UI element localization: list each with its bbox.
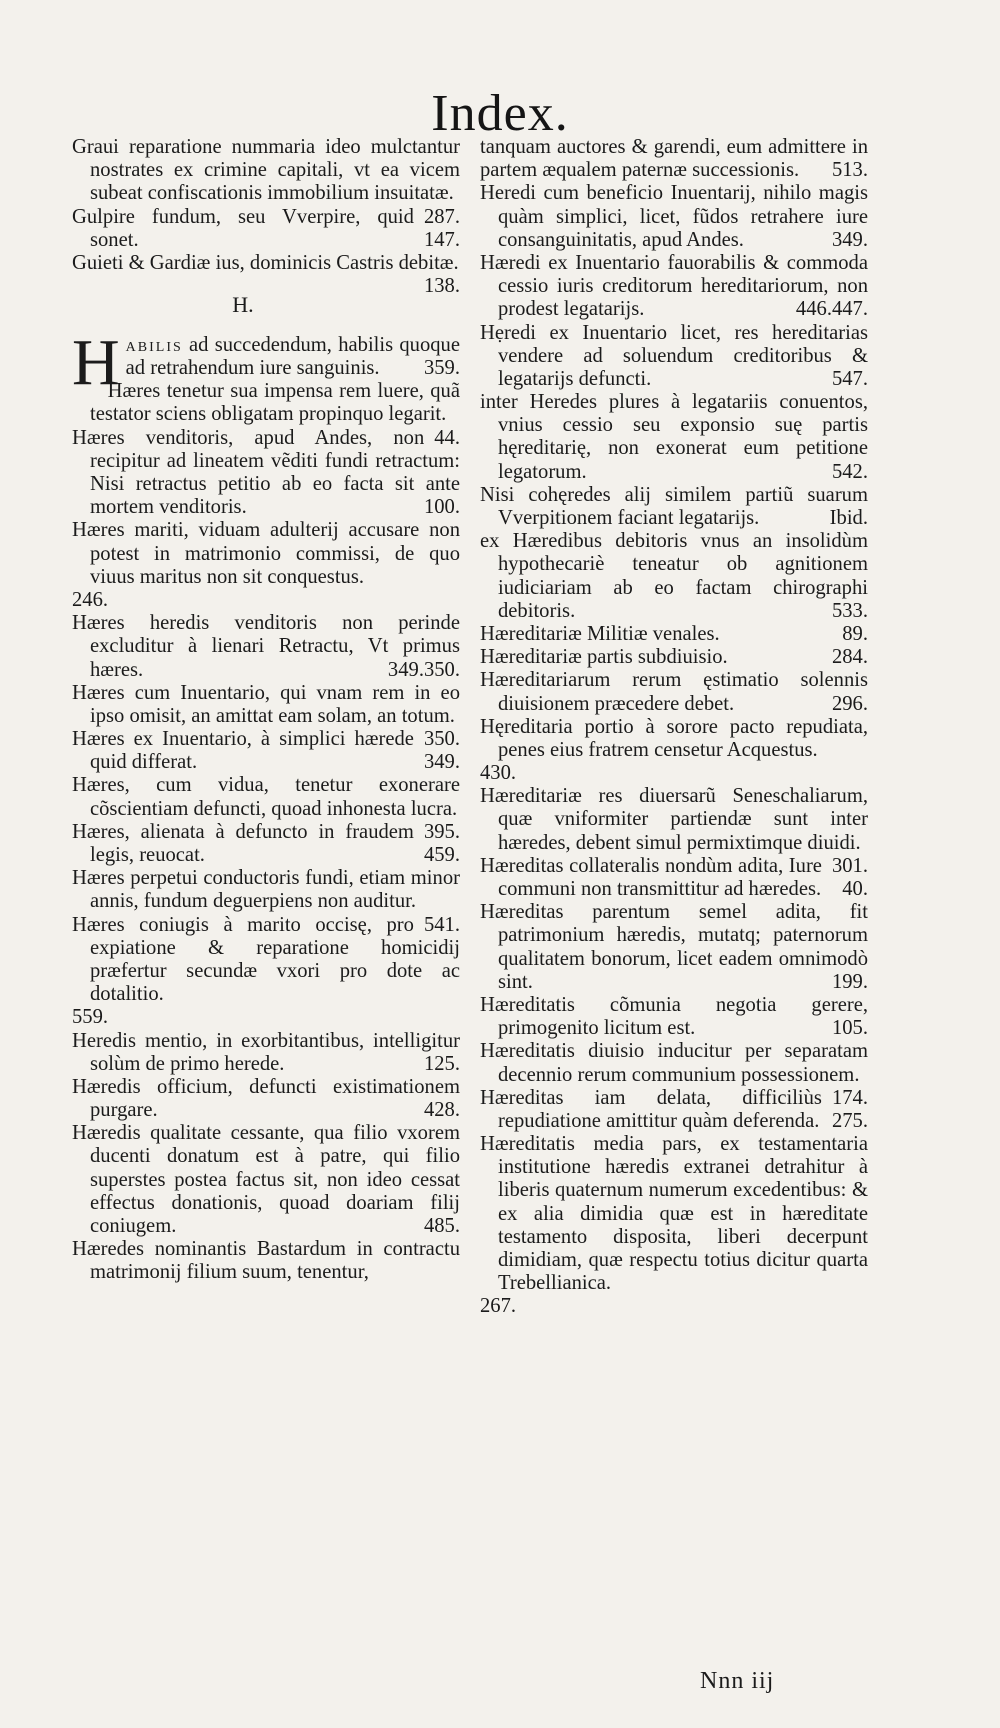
entry-page-number: 296. bbox=[831, 692, 868, 715]
entry-page-number: 533. bbox=[831, 599, 868, 622]
index-entry bbox=[72, 251, 460, 298]
entry-page-number: 428. bbox=[423, 1099, 460, 1122]
entry-text: 430. bbox=[480, 762, 517, 785]
entry-text: Hæres tenetur sua impensa rem luere, quã testator sciens obligatam propinquo legarit. bbox=[90, 380, 460, 426]
index-entry bbox=[480, 322, 868, 392]
entry-text: Heredi cum beneficio Inuentarij, nihilo magis quàm simplici, licet, fũdos retrahere iure consanguinitatis, apud Andes. bbox=[480, 182, 868, 251]
entry-page-number: 284. bbox=[831, 646, 868, 669]
entry-text: Nisi cohęredes alij similem partiũ suarum Vverpitionem faciant legatarijs. bbox=[480, 483, 868, 529]
left-entries-before bbox=[72, 136, 460, 298]
entry-text: Hæredi ex Inuentario fauorabilis & commoda cessio iuris creditorum hereditariorum, non prodest legatarijs. bbox=[480, 251, 868, 321]
index-entry bbox=[72, 1238, 460, 1284]
entry-text: Hæreditas iam delata, difficiliùs repudiatione amittitur quàm deferenda. bbox=[480, 1086, 822, 1132]
entry-text: Hæres venditoris, apud Andes, non recipitur ad lineatem vẽditi fundi retractum: Nisi retractus petitio ab eo facta sit ante mortem venditoris. bbox=[72, 426, 460, 519]
lettrine-text: ad succedendum, habilis quoque ad retrahendum iure sanguinis. bbox=[125, 333, 460, 380]
index-entry bbox=[480, 1295, 868, 1318]
index-entry bbox=[72, 427, 460, 520]
index-entry bbox=[480, 855, 868, 901]
entry-text: Hæres cum Inuentario, qui vnam rem in eo ipso omisit, an amittat eam solam, an totum. bbox=[72, 681, 460, 727]
entry-page-number: 100. bbox=[423, 496, 460, 519]
entry-page-number: 350. bbox=[423, 728, 460, 751]
index-entry bbox=[72, 612, 460, 682]
entry-text: Heredis mentio, in exorbitantibus, intelligitur solùm de primo herede. bbox=[72, 1029, 460, 1075]
index-entry bbox=[480, 484, 868, 530]
lettrine-entry bbox=[72, 325, 460, 399]
entry-text: Guieti & Gardiæ ius, dominicis Castris debitæ. bbox=[72, 251, 459, 274]
index-entry bbox=[480, 1087, 868, 1133]
entry-page-number: 459. bbox=[423, 844, 460, 867]
index-entry bbox=[480, 623, 868, 646]
entry-text: Hæredes nominantis Bastardum in contractu matrimonij filium suum, tenentur, bbox=[72, 1238, 460, 1284]
index-entry bbox=[480, 716, 868, 762]
right-column bbox=[480, 136, 868, 1319]
index-entry bbox=[72, 914, 460, 1007]
entry-text: Hæreditariæ Militiæ venales. bbox=[480, 622, 720, 645]
index-entry bbox=[72, 519, 460, 589]
index-entry bbox=[72, 774, 460, 843]
entry-text: 267. bbox=[480, 1295, 517, 1318]
lettrine-smallcaps: abilis bbox=[125, 333, 183, 356]
entry-page-number: 547. bbox=[831, 367, 868, 390]
entry-text: Hẹredi ex Inuentario licet, res hereditarias vendere ad soluendum creditoribus & legatarijs defuncti. bbox=[480, 321, 868, 390]
index-entry bbox=[72, 1076, 460, 1122]
page-title: Index. bbox=[431, 85, 569, 142]
entry-page-number: 287. bbox=[423, 205, 460, 228]
entry-page-number: 485. bbox=[423, 1215, 460, 1238]
entry-page-number: 174. bbox=[831, 1086, 868, 1109]
entry-text: Hæreditatis diuisio inducitur per separatam decennio rerum communium possessionem. bbox=[480, 1040, 868, 1086]
entry-text: tanquam auctores & garendi, eum admittere in partem æqualem paternæ successionis. bbox=[480, 136, 868, 182]
entry-page-number: 541. bbox=[423, 913, 460, 936]
entry-text: Hæreditariæ partis subdiuisio. bbox=[480, 646, 728, 669]
index-entry bbox=[480, 901, 868, 994]
entry-page-number: 446.447. bbox=[795, 298, 868, 321]
entry-page-number: 513. bbox=[831, 159, 868, 182]
entry-text: Gulpire fundum, seu Vverpire, quid sonet. bbox=[72, 205, 414, 251]
index-entry bbox=[72, 1006, 460, 1029]
entry-text: Hæres heredis venditoris non perinde excluditur à lienari Retractu, Vt primus hæres. bbox=[72, 612, 460, 681]
entry-page-number: 349. bbox=[423, 751, 460, 774]
entry-page-number: 301. bbox=[831, 854, 868, 877]
index-entry bbox=[72, 1122, 460, 1238]
index-entry bbox=[480, 182, 868, 252]
index-entry bbox=[480, 391, 868, 484]
entry-text: Hæreditatis cõmunia negotia gerere, primogenito licitum est. bbox=[480, 993, 868, 1040]
entry-text: Hęreditaria portio à sorore pacto repudiata, penes eius fratrem censetur Acquestus. bbox=[480, 715, 868, 761]
index-entry bbox=[72, 206, 460, 252]
entry-text: Hæres coniugis à marito occisę, pro expiatione & reparatione homicidij præfertur secundæ vxori pro dote ac dotalitio. bbox=[72, 913, 460, 1006]
entry-page-number: 349. bbox=[831, 228, 868, 251]
entry-text: Hæres, cum vidua, tenetur exonerare cõscientiam defuncti, quoad inhonesta lucra. bbox=[72, 774, 460, 820]
entry-page-number: 89. bbox=[842, 622, 868, 645]
entry-page-number: 275. bbox=[831, 1109, 868, 1132]
entry-text: Hæredis qualitate cessante, qua filio vxorem ducenti donatum est à patre, qui filio superstes postea factus sit, non ideo cessat effectus donationis, quoad doariam filij coniugem. bbox=[72, 1122, 460, 1238]
index-entry bbox=[480, 762, 868, 785]
index-entry bbox=[72, 1030, 460, 1076]
left-entries-after bbox=[72, 380, 460, 1284]
index-entry bbox=[72, 380, 460, 449]
entry-page-number: 40. bbox=[842, 878, 868, 900]
index-entry bbox=[480, 252, 868, 322]
entry-page-number: 349.350. bbox=[387, 658, 460, 681]
index-entry bbox=[480, 136, 868, 182]
entry-text: ex Hæredibus debitoris vnus an insolidùm hypothecariè teneatur ob agnitionem iudiciariam ab eo factam chirographi debitoris. bbox=[480, 530, 868, 622]
index-entry bbox=[72, 589, 460, 612]
drop-cap: H bbox=[72, 325, 120, 399]
index-entry bbox=[480, 669, 868, 715]
entry-page-number: 105. bbox=[831, 1017, 868, 1040]
index-entry bbox=[72, 728, 460, 774]
entry-page-number: 199. bbox=[831, 970, 868, 993]
entry-page-number: 542. bbox=[831, 460, 868, 483]
right-entries bbox=[480, 136, 868, 1319]
entry-text: inter Heredes plures à legatariis conuentos, vnius cessio seu exponsio suę partis hęreditarię, non exonerat eum petitione legatorum. bbox=[480, 391, 868, 483]
entry-page-number: 44. bbox=[434, 426, 460, 449]
lettrine-page: 359. bbox=[423, 357, 460, 380]
entry-text: 246. bbox=[72, 588, 109, 611]
signature-mark: Nnn iij bbox=[700, 1668, 775, 1694]
index-entry bbox=[480, 1133, 868, 1295]
index-entry bbox=[480, 530, 868, 623]
index-entry bbox=[72, 867, 460, 936]
entry-page-number: 147. bbox=[423, 228, 460, 251]
entry-text: Hæres perpetui conductoris fundi, etiam minor annis, fundum deguerpiens non auditur. bbox=[72, 867, 460, 913]
entry-text: Hæreditas parentum semel adita, fit patrimonium hæredis, mutatq; paternorum qualitatem bonorum, licet eadem omnimodò sint. bbox=[480, 901, 868, 993]
entry-text: Hæreditariæ res diuersarũ Seneschaliarum, quæ vniformiter partiendæ sunt inter hæredes, debent simul permixtimque diuidi. bbox=[480, 785, 868, 854]
entry-text: Hæreditas collateralis nondùm adita, Iure communi non transmittitur ad hæredes. bbox=[480, 854, 822, 900]
index-entry bbox=[72, 821, 460, 867]
entry-text: Hæreditariarum rerum ęstimatio solennis diuisionem præcedere debet. bbox=[480, 669, 868, 715]
entry-text: Hæres mariti, viduam adulterij accusare non potest in matrimonio commissi, de quo viuus maritus non sit conquestus. bbox=[72, 519, 460, 588]
entry-page-number: 125. bbox=[423, 1052, 460, 1075]
entry-text: 559. bbox=[72, 1006, 109, 1029]
entry-text: Hæres ex Inuentario, à simplici hærede quid differat. bbox=[72, 728, 414, 774]
entry-page-number: 395. bbox=[423, 820, 460, 843]
index-entry bbox=[480, 646, 868, 669]
entry-page-number: Ibid. bbox=[829, 507, 868, 529]
entry-text: Graui reparatione nummaria ideo mulctantur nostrates ex crimine capitali, vt ea vicem subeat confiscationis immobilium insuitatæ. bbox=[72, 136, 460, 205]
section-heading: H. bbox=[232, 292, 254, 318]
left-column bbox=[72, 136, 460, 1285]
entry-text: Hæredis officium, defuncti existimationem purgare. bbox=[72, 1075, 460, 1122]
index-entry bbox=[480, 994, 868, 1040]
entry-text: Hæres, alienata à defuncto in fraudem legis, reuocat. bbox=[72, 820, 414, 867]
entry-text: Hæreditatis media pars, ex testamentaria institutione hæredis extranei detrahitur à liberis quaternum numerum excedentibus: & ex alia dimidia quæ est in hæreditate testamento disposita, liberi decerpunt dimidiam, quæ respectu totius dicitur quarta Trebellianica. bbox=[480, 1133, 868, 1295]
entry-page-number: 138. bbox=[423, 275, 460, 298]
